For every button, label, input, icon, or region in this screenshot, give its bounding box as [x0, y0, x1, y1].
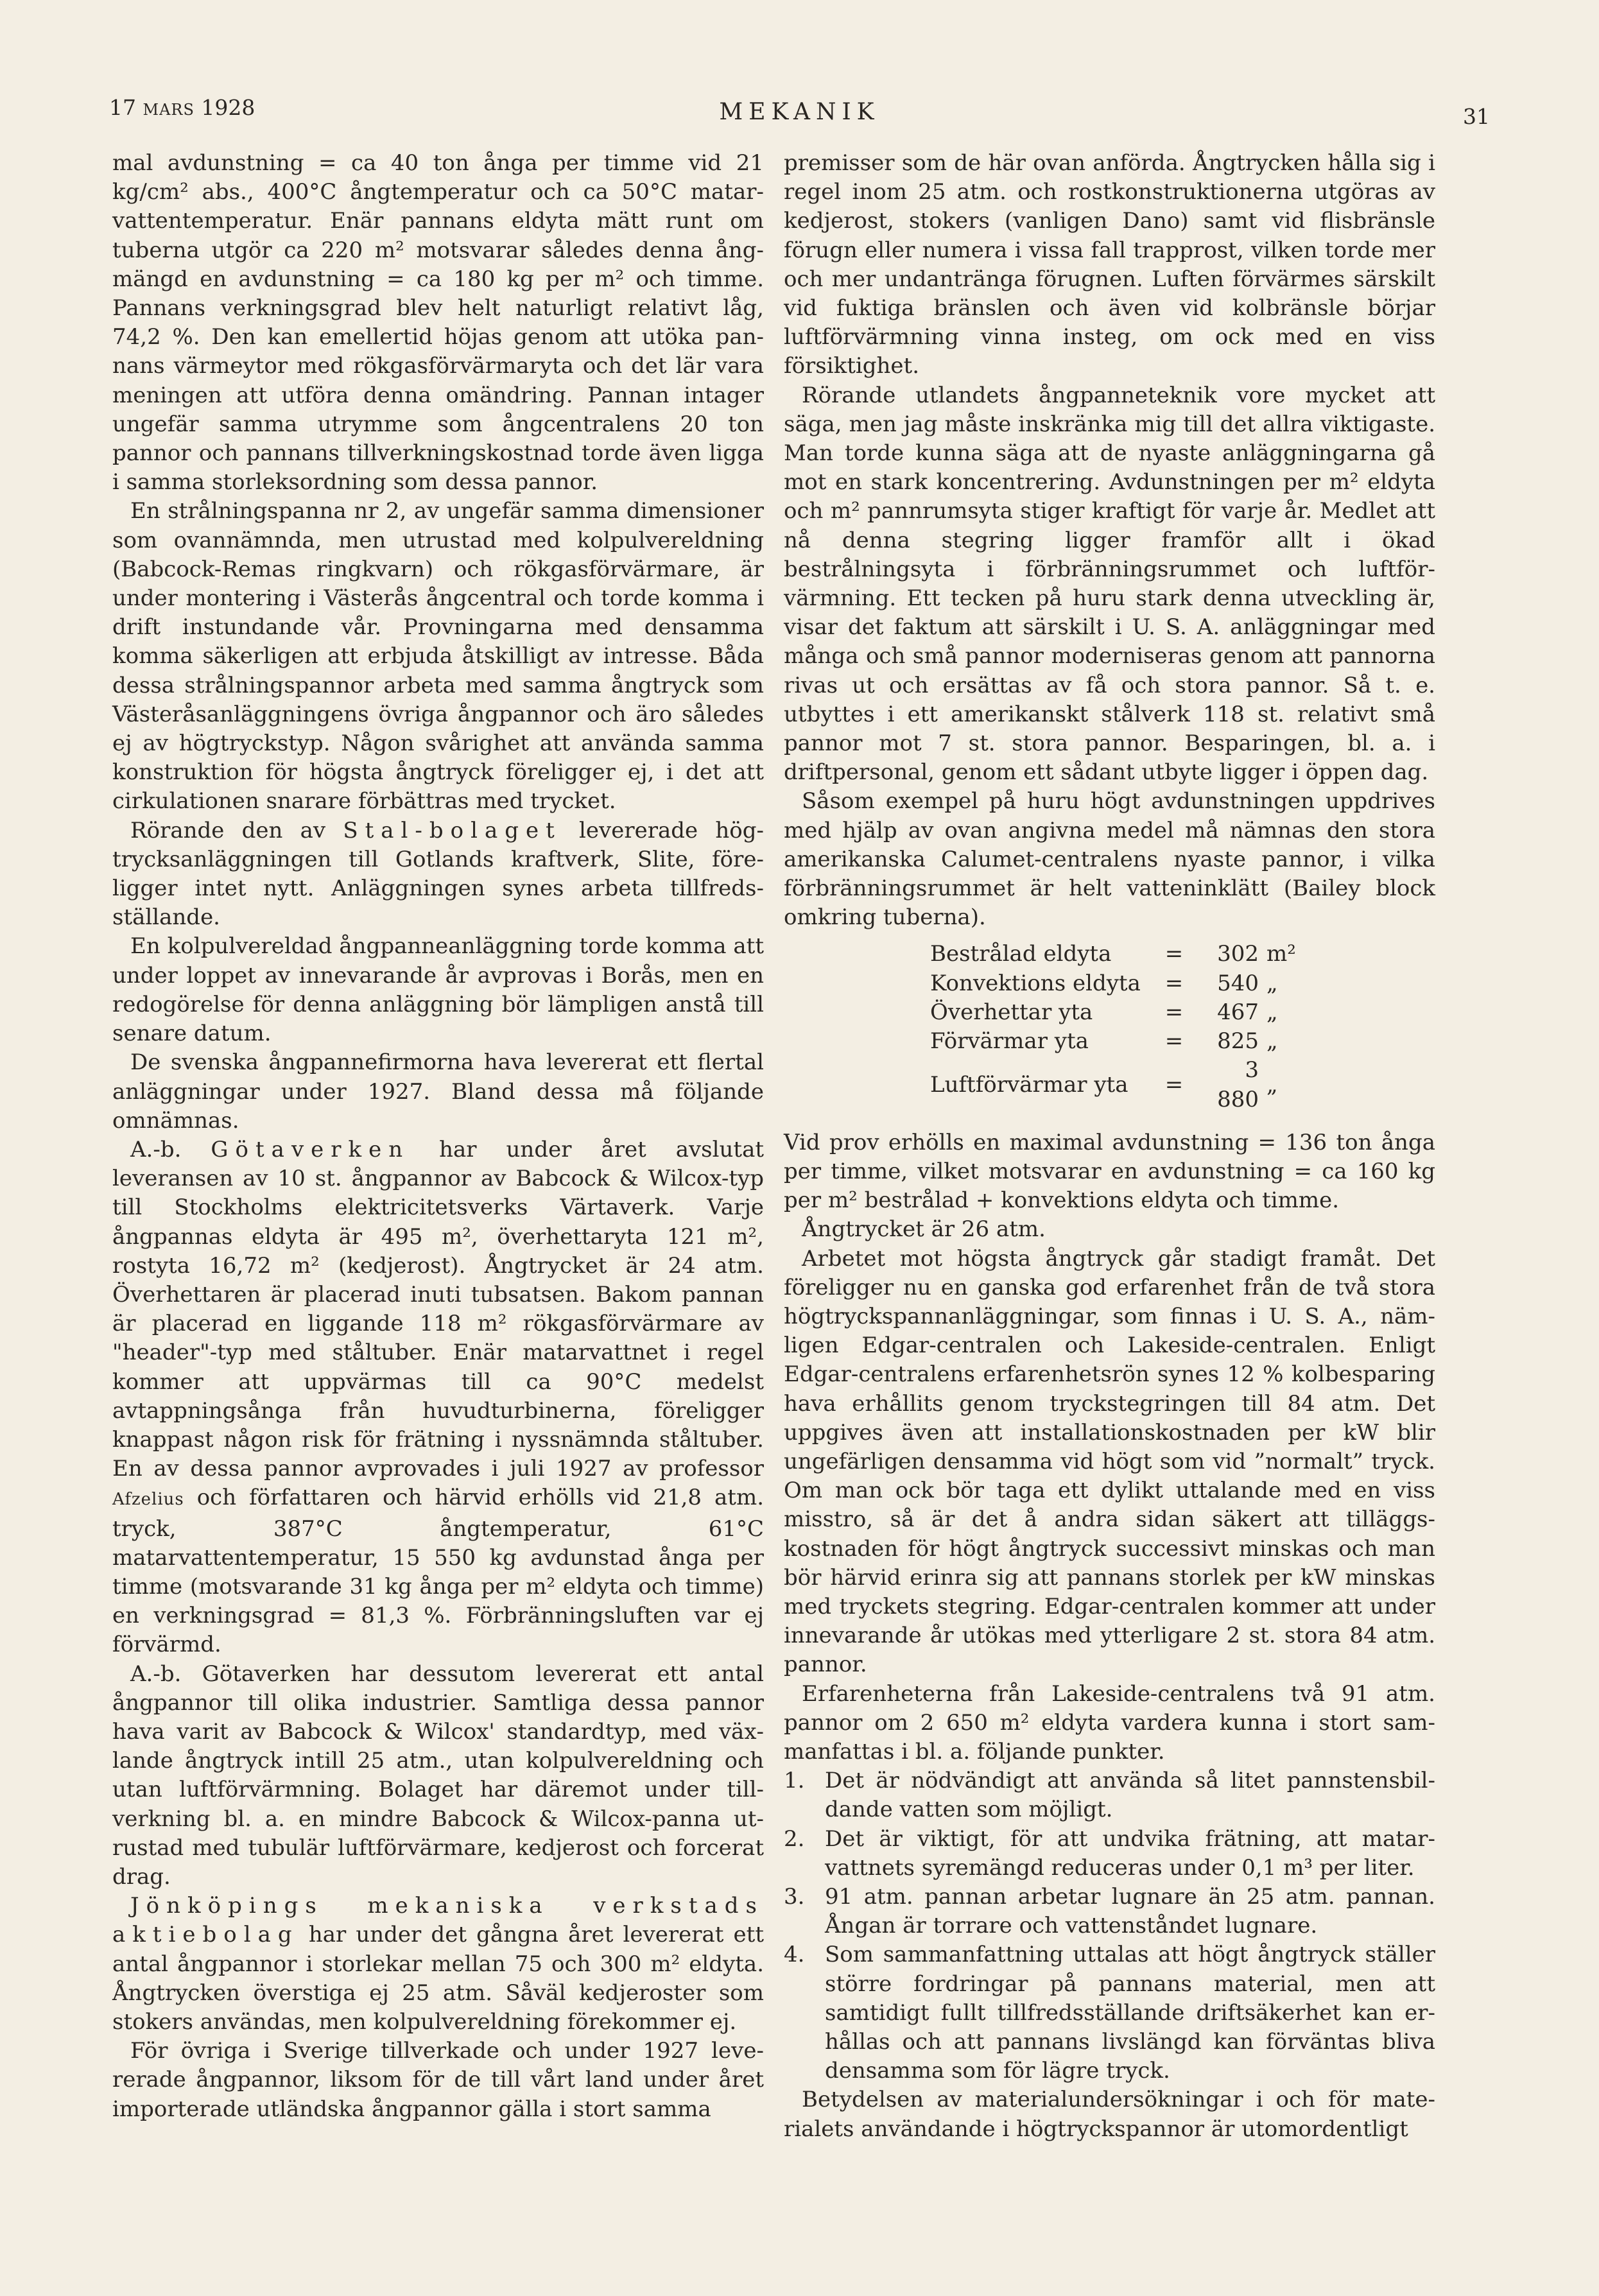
paragraph: En strålningspanna nr 2, av ungefär samma dimensioner som ovannämnda, men utrustad med kolpulvereldning (Babcock-Remas ringkvarn) och rökgasförvärmare, är under montering i Västerås ångcentral och torde komma i drift instundande vår. Provningarna med densamma komma säkerligen att erbjuda åtskilligt av intresse. Båda dessa strålningspannor arbeta med samma ångtryck som Västeråsanläggningens övriga ångpannor och äro således ej av högtryckstyp. Någon svårighet att använda samma konstruktion för högsta ångtryck föreligger ej, i det att cirkulationen snarare förbättras med trycket. [112, 498, 764, 815]
spec-row: Luftförvärmar yta = 3 880 „ [930, 1057, 1278, 1112]
paragraph: A.-b. Götaverken har dessutom levererat ett antal ångpannor till olika industrier. Samtliga dessa pannor hava varit av Babcock & Wilcox' standardtyp, med växlande ångtryck intill 25 atm., utan kolpulvereldning och utan luftförvärmning. Bolaget har däremot under tillverkning bl. a. en mindre Babcock & Wilcox-panna utrustad med tubulär luftförvärmare, kedjerost och forcerat drag. [112, 1661, 764, 1890]
paragraph: En kolpulvereldad ångpanneanläggning torde komma att under loppet av innevarande år avprovas i Borås, men en redogörelse för denna anläggning bör lämpligen anstå till senare datum. [112, 933, 764, 1047]
paragraph: premisser som de här ovan anförda. Ångtrycken hålla sig i regel inom 25 atm. och rostkonstruktionerna utgöras av kedjerost, stokers (vanligen Dano) samt vid flisbränsle förugn eller numera i vissa fall trapprost, vilken torde mer och mer undantränga förugnen. Luften förvärmes särskilt vid fuktiga bränslen och även vid kolbränsle börjar luftförvärmning vinna insteg, om ock med en viss försiktighet. [784, 150, 1435, 379]
list-item: 4. Som sammanfattning uttalas att högt ångtryck ställer större fordringar på pannans material, men att samtidigt fullt tillfredsställande driftsäkerhet kan erhållas och att pannans livslängd kan förväntas bliva densamma som för lägre tryck. [784, 1942, 1435, 2084]
page-number: 31 [1463, 104, 1490, 129]
paragraph: Jönköpings mekaniska verkstads aktiebolag har under det gångna året levererat ett antal ångpannor i storlekar mellan 75 och 300 m² eldyta. Ångtrycken överstiga ej 25 atm. Såväl kedjeroster som stokers användas, men kolpulvereldning förekommer ej. [112, 1893, 764, 2035]
paragraph: De svenska ångpannefirmorna hava levererat ett flertal anläggningar under 1927. Bland dessa må följande omnämnas. [112, 1049, 764, 1134]
paragraph: Erfarenheterna från Lakeside-centralens två 91 atm. pannor om 2 650 m² eldyta vardera kunna i stort sammanfattas i bl. a. följande punkter. [784, 1680, 1435, 1765]
company-name: Jönköpings mekaniska verkstads aktiebolag [112, 1893, 764, 1948]
date-day: 17 [109, 95, 136, 120]
page-header [109, 90, 1490, 128]
paragraph: Såsom exempel på huru högt avdunstningen uppdrives med hjälp av ovan angivna medel må nämnas den stora amerikanska Calumet-centralens nyaste pannor, i vilka förbränningsrummet är helt vatteninklätt (Bailey block omkring tuberna). [784, 788, 1435, 931]
findings-list [784, 1766, 1435, 2085]
company-name: Stal-bolaget [343, 817, 562, 843]
paragraph: mal avdunstning = ca 40 ton ånga per timme vid 21 kg/cm² abs., 400°C ångtemperatur och ca 50°C matarvattentemperatur. Enär pannans eldyta mätt runt om tuberna utgör ca 220 m² motsvarar således denna ångmängd en avdunstning = ca 180 kg per m² och timme. Pannans verkningsgrad blev helt naturligt relativt låg, 74,2 %. Den kan emellertid höjas genom att utöka pannans värmeytor med rökgasförvärmaryta och det lär vara meningen att utföra denna omändring. Pannan intager ungefär samma utrymme som ångcentralens 20 ton pannor och pannans tillverkningskostnad torde även ligga i samma storleksordning som dessa pannor. [112, 150, 764, 496]
list-item: 3. 91 atm. pannan arbetar lugnare än 25 atm. pannan. Ångan är torrare och vattenståndet lugnare. [784, 1883, 1435, 1939]
spec-row: Konvektions eldyta = 540 „ [930, 970, 1278, 996]
paragraph: A.-b. Götaverken har under året avslutat leveransen av 10 st. ångpannor av Babcock & Wilcox-typ till Stockholms elektricitetsverks Värtaverk. Varje ångpannas eldyta är 495 m², överhettaryta 121 m², rostyta 16,72 m² (kedjerost). Ångtrycket är 24 atm. Överhettaren är placerad inuti tubsatsen. Bakom pannan är placerad en liggande 118 m² rökgasförvärmare av "header"-typ med ståltuber. Enär matarvattnet i regel kommer att uppvärmas till ca 90°C medelst avtappningsånga från huvudturbinerna, föreligger knappast någon risk för frätning i nyssnämnda ståltuber. En av dessa pannor avprovades i juli 1927 av professor Afzelius och författaren och härvid erhölls vid 21,8 atm. tryck, 387°C ångtemperatur, 61°C matarvattentemperatur, 15 550 kg avdunstad ånga per timme (motsvarande 31 kg ånga per m² eldyta och timme) en verkningsgrad = 81,3 %. Förbränningsluften var ej förvärmd. [112, 1136, 764, 1658]
date-month: MARS [143, 101, 194, 119]
list-item: 2. Det är viktigt, för att undvika frätning, att matarvattnets syremängd reduceras under 0,1 m³ per liter. [784, 1826, 1435, 1881]
paragraph: Ångtrycket är 26 atm. [802, 1216, 1046, 1243]
paragraph: Arbetet mot högsta ångtryck går stadigt framåt. Det föreligger nu en ganska god erfarenhet från de två stora högtryckspannanläggningar, som finnas i U. S. A., nämligen Edgar-centralen och Lakeside-centralen. Enligt Edgar-centralens erfarenhetsrön synes 12 % kolbesparing hava erhållits genom tryckstegringen till 84 atm. Det uppgives även att installationskostnaden per kW blir ungefärligen densamma vid högt som vid ”normalt” tryck. Om man ock bör taga ett dylikt uttalande med en viss misstro, så är det å andra sidan säkert att tilläggskostnaden för högt ångtryck successivt minskas och man bör härvid erinra sig att pannans storlek per kW minskas med tryckets stegring. Edgar-centralen kommer att under innevarande år utökas med ytterligare 2 st. stora 84 atm. pannor. [784, 1245, 1435, 1678]
spec-row: Förvärmar yta = 825 „ [930, 1028, 1278, 1055]
paragraph: Betydelsen av materialundersökningar i och för materialets användande i högtryckspannor är utomordentligt [784, 2087, 1435, 2142]
paragraph: För övriga i Sverige tillverkade och under 1927 levererade ångpannor, liksom för de till vårt land under året importerade utländska ångpannor gälla i stort samma [112, 2038, 764, 2122]
spec-row: Överhettar yta = 467 „ [930, 999, 1278, 1025]
spec-row: Bestrålad eldyta = 302 m² [930, 941, 1296, 967]
paragraph: Rörande den av Stal-bolaget levererade högtrycksanläggningen till Gotlands kraftverk, Slite, föreligger intet nytt. Anläggningen synes arbeta tillfredsställande. [112, 817, 765, 931]
paragraph: Vid prov erhölls en maximal avdunstning = 136 ton ånga per timme, vilket motsvarar en avdunstning = ca 160 kg per m² bestrålad + konvektions eldyta och timme. [784, 1129, 1435, 1214]
person-name: Afzelius [112, 1490, 184, 1510]
journal-title: MEKANIK [719, 99, 880, 125]
date-year: 1928 [201, 95, 255, 120]
company-name: Götaverken [211, 1136, 410, 1162]
boiler-spec-table [930, 940, 1305, 1114]
right-column [784, 149, 1435, 2144]
paragraph: Rörande utlandets ångpanneteknik vore mycket att säga, men jag måste inskränka mig till det allra viktigaste. Man torde kunna säga att de nyaste anläggningarna gå mot en stark koncentrering. Avdunstningen per m² eldyta och m² pannrumsyta stiger kraftigt för varje år. Medlet att nå denna stegring ligger framför allt i ökad bestrålningsyta i förbränningsrummet och luftförvärmning. Ett tecken på huru stark denna utveckling är, visar det faktum att särskilt i U. S. A. anläggningar med många och små pannor moderniseras genom att pannorna rivas ut och ersättas av få och stora pannor. Så t. e. utbyttes i ett amerikanskt stålverk 118 st. relativt små pannor mot 7 st. stora pannor. Besparingen, bl. a. i driftpersonal, genom ett sådant utbyte ligger i öppen dag. [784, 382, 1435, 786]
left-column [112, 149, 764, 2124]
list-item: 1. Det är nödvändigt att använda så litet pannstensbildande vatten som möjligt. [784, 1768, 1435, 1823]
